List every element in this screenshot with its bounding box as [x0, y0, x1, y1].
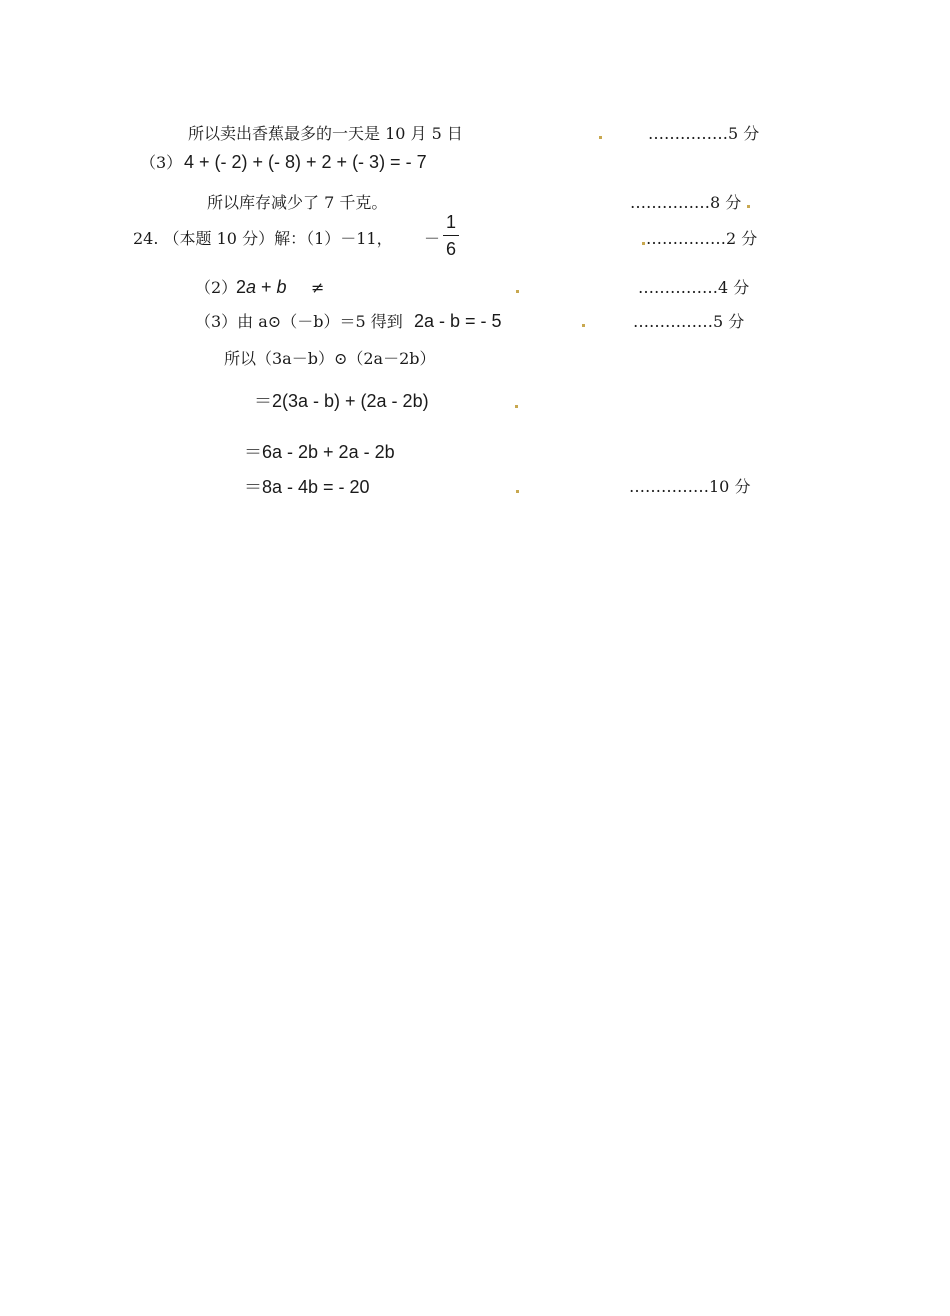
score-2: ……………2 分 — [646, 229, 758, 248]
part-2-label: （2） — [195, 278, 238, 297]
fraction-bar — [443, 235, 459, 236]
fraction-numerator: 1 — [445, 212, 456, 232]
operation-line: 所以（3a－b）⊙（2a－2b） — [224, 349, 436, 368]
decor-dot — [515, 405, 518, 408]
plus-sign: + — [256, 277, 277, 297]
score-4: ……………4 分 — [638, 278, 750, 297]
expression-2a-plus-b — [236, 277, 287, 297]
part-3-derivation: （3）由 a⊙（－b）＝5 得到 — [195, 312, 403, 331]
not-equal-sign: ≠ — [311, 278, 325, 297]
decor-dot — [642, 242, 645, 245]
expression-2a-minus-b: 2a - b = - 5 — [414, 311, 502, 331]
question-24-header: 24. （本题 10 分）解：（1）－11， — [133, 229, 393, 248]
decor-dot — [516, 490, 519, 493]
score-10: ……………10 分 — [629, 477, 751, 496]
solution-line-banana: 所以卖出香蕉最多的一天是 10 月 5 日 — [188, 124, 463, 143]
decor-dot — [516, 290, 519, 293]
var-b: b — [276, 277, 287, 297]
score-8: ……………8 分 — [630, 193, 742, 212]
score-5-b: ……………5 分 — [633, 312, 745, 331]
fraction-one-sixth — [443, 212, 459, 259]
step-1: ＝2(3a - b) + (2a - 2b) — [254, 391, 429, 411]
step-3: ＝8a - 4b = - 20 — [244, 477, 370, 497]
var-a: a — [246, 277, 257, 297]
step-2: ＝6a - 2b + 2a - 2b — [244, 442, 395, 462]
decor-dot — [599, 136, 602, 139]
solution-line-inventory: 所以库存减少了 7 千克。 — [207, 193, 388, 212]
score-5-a: ……………5 分 — [648, 124, 760, 143]
part-3-label: （3） — [140, 153, 183, 172]
expression-sum: 4 + (- 2) + (- 8) + 2 + (- 3) = - 7 — [184, 152, 427, 172]
decor-dot — [582, 324, 585, 327]
minus-sign: － — [424, 229, 441, 248]
decor-dot — [747, 205, 750, 208]
fraction-denominator: 6 — [445, 239, 456, 259]
coef-2: 2 — [236, 277, 247, 297]
